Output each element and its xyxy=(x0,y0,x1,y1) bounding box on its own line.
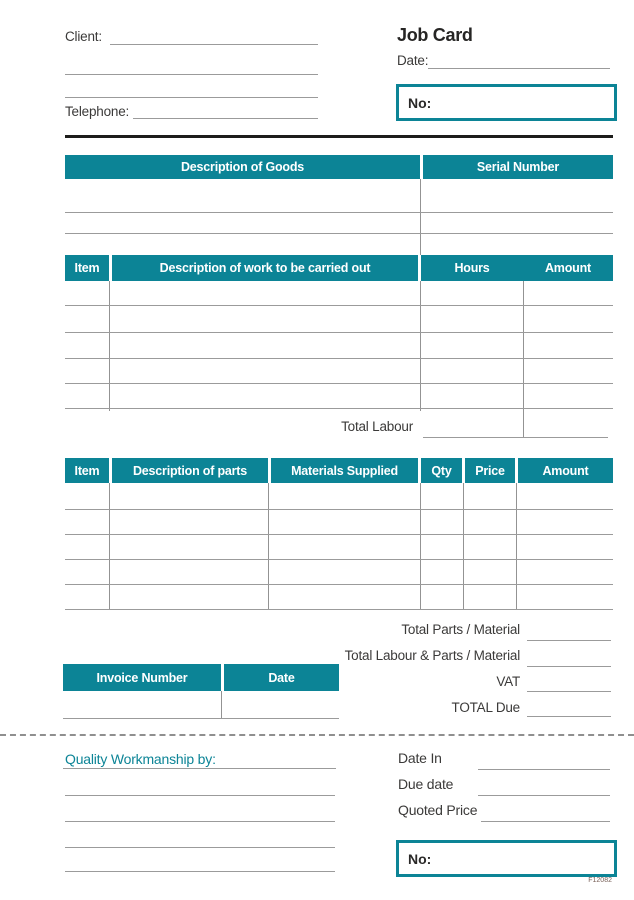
work-row-line xyxy=(65,305,613,306)
goods-header-serial: Serial Number xyxy=(423,155,613,179)
quality-workmanship-label: Quality Workmanship by: xyxy=(65,751,216,767)
telephone-fill-line xyxy=(133,118,318,119)
vat-label: VAT xyxy=(496,674,520,689)
work-row-line xyxy=(65,332,613,333)
work-row-line xyxy=(65,408,613,409)
parts-column-divider xyxy=(463,483,464,609)
parts-row-line xyxy=(65,609,613,610)
parts-row-line xyxy=(65,584,613,585)
invoice-header-number: Invoice Number xyxy=(63,664,221,691)
total-parts-fill-line xyxy=(527,640,611,641)
quality-fill-line xyxy=(63,768,336,769)
telephone-label: Telephone: xyxy=(65,104,130,119)
work-column-divider xyxy=(420,281,421,411)
form-code: F12082 xyxy=(588,877,612,884)
goods-row-line xyxy=(65,212,613,213)
quality-fill-line xyxy=(65,821,335,822)
quality-fill-line xyxy=(65,871,335,872)
total-labour-fill-line xyxy=(423,437,608,438)
parts-row-line xyxy=(65,509,613,510)
total-due-label: TOTAL Due xyxy=(451,700,520,715)
goods-header-description: Description of Goods xyxy=(65,155,420,179)
total-labour-parts-fill-line xyxy=(527,666,611,667)
section-divider-rule xyxy=(65,135,613,138)
work-header-description: Description of work to be carried out xyxy=(112,255,418,281)
quoted-price-fill-line xyxy=(481,821,610,822)
parts-row-line xyxy=(65,534,613,535)
parts-row-line xyxy=(65,559,613,560)
invoice-row-line xyxy=(63,718,339,719)
parts-column-divider xyxy=(516,483,517,609)
due-date-fill-line xyxy=(478,795,610,796)
date-in-fill-line xyxy=(478,769,610,770)
work-header-amount: Amount xyxy=(523,255,613,281)
goods-column-divider xyxy=(420,179,421,255)
page-title: Job Card xyxy=(397,25,473,45)
invoice-column-divider xyxy=(221,691,222,718)
parts-header-item: Item xyxy=(65,458,109,483)
parts-header-qty: Qty xyxy=(421,458,462,483)
perforation-dashed-line xyxy=(0,734,634,736)
quality-fill-line xyxy=(65,847,335,848)
work-header-item: Item xyxy=(65,255,109,281)
job-number-box-bottom xyxy=(396,840,617,877)
job-number-label-bottom: No: xyxy=(408,850,432,867)
total-labour-parts-label: Total Labour & Parts / Material xyxy=(344,648,520,663)
work-row-line xyxy=(65,383,613,384)
work-header-hours: Hours xyxy=(421,255,523,281)
client-fill-line xyxy=(65,97,318,98)
date-label: Date: xyxy=(397,53,429,68)
total-due-fill-line xyxy=(527,716,611,717)
quality-fill-line xyxy=(65,795,335,796)
client-fill-line xyxy=(110,44,318,45)
work-column-divider xyxy=(109,281,110,411)
client-label: Client: xyxy=(65,29,102,44)
date-fill-line xyxy=(428,68,610,69)
due-date-label: Due date xyxy=(398,776,454,792)
parts-header-materials: Materials Supplied xyxy=(271,458,418,483)
total-parts-label: Total Parts / Material xyxy=(401,622,520,637)
quoted-price-label: Quoted Price xyxy=(398,802,478,818)
parts-header-description: Description of parts xyxy=(112,458,268,483)
parts-column-divider xyxy=(268,483,269,609)
invoice-header-date: Date xyxy=(224,664,339,691)
date-in-label: Date In xyxy=(398,750,442,766)
work-row-line xyxy=(65,358,613,359)
parts-header-amount: Amount xyxy=(518,458,613,483)
parts-header-price: Price xyxy=(465,458,515,483)
job-number-label: No: xyxy=(408,94,432,111)
parts-column-divider xyxy=(109,483,110,609)
total-labour-label: Total Labour xyxy=(341,419,413,434)
job-number-box xyxy=(396,84,617,121)
vat-fill-line xyxy=(527,691,611,692)
goods-row-line xyxy=(65,233,613,234)
client-fill-line xyxy=(65,74,318,75)
parts-column-divider xyxy=(420,483,421,609)
